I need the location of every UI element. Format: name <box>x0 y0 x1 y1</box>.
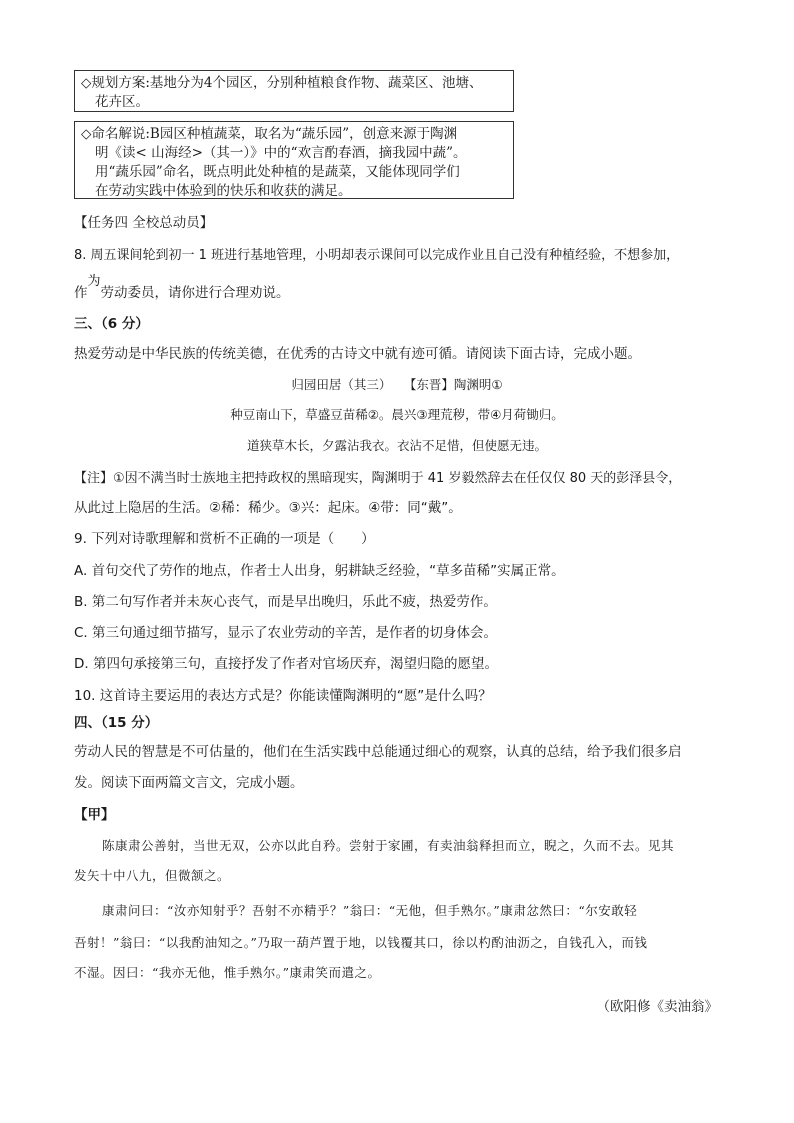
q9-option-c: C. 第三句通过细节描写，显示了农业劳动的辛苦，是作者的切身体会。 <box>74 625 498 641</box>
passage-line: 陈康肃公善射，当世无双，公亦以此自矜。尝射于家圃，有卖油翁释担而立，睨之，久而不去。见其 <box>102 838 675 853</box>
passage-line: 发矢十中八九，但微颔之。 <box>74 868 231 883</box>
plan-line: ◇规划方案:基地分为4个园区，分别种植粮食作物、蔬菜区、池塘、 <box>81 75 483 91</box>
poem-note-line2: 从此过上隐居的生活。②稀：稀少。③兴：起床。④带：同“戴”。 <box>74 500 462 516</box>
plan-box <box>74 70 514 112</box>
poem-line: 种豆南山下，草盛豆苗稀②。晨兴③理荒秽，带④月荷锄归。 <box>230 407 564 422</box>
passage-jia-label: 【甲】 <box>74 807 115 823</box>
naming-line: 用“蔬乐园”命名，既点明此处种植的是蔬菜，又能体现同学们 <box>95 164 460 180</box>
passage-line: 不湿。因曰：“我亦无他，惟手熟尔。”康肃笑而遣之。 <box>74 965 381 980</box>
passage-source: （欧阳修《卖油翁》 <box>596 999 718 1015</box>
q8-raised-char: 为 <box>87 274 101 289</box>
question-9: 9. 下列对诗歌理解和赏析不正确的一项是（ ） <box>74 531 375 547</box>
task4-heading: 【任务四 全校总动员】 <box>74 215 214 231</box>
naming-line: 明《读< 山海经>（其一）》中的“欢言酌春酒，摘我园中蔬”。 <box>95 145 467 161</box>
question-8-line2 <box>74 274 290 304</box>
passage-line: 吾射！”翁曰：“以我酌油知之。”乃取一葫芦置于地，以钱覆其口，徐以杓酌油沥之，自钱孔入，而钱 <box>74 935 648 950</box>
naming-box <box>74 121 514 199</box>
q8-text: 劳动委员，请你进行合理劝说。 <box>100 285 290 301</box>
passage-line: 康肃问曰：“汝亦知射乎？吾射不亦精乎？”翁曰：“无他，但手熟尔。”康肃忿然曰：“尔安敢轻 <box>102 903 638 918</box>
q9-option-a: A. 首句交代了劳作的地点，作者士人出身，躬耕缺乏经验，“草多苗稀”实属正常。 <box>74 563 565 579</box>
poem-title: 归园田居（其三） 【东晋】陶渊明① <box>291 377 503 392</box>
naming-line: 在劳动实践中体验到的快乐和收获的满足。 <box>95 183 352 199</box>
q9-option-d: D. 第四句承接第三句，直接抒发了作者对官场厌弃，渴望归隐的愿望。 <box>74 656 498 672</box>
plan-line: 花卉区。 <box>95 94 149 110</box>
section-3-intro: 热爱劳动是中华民族的传统美德，在优秀的古诗文中就有迹可循。请阅读下面古诗，完成小题。 <box>74 346 641 362</box>
question-8-line1: 8. 周五课间轮到初一 1 班进行基地管理，小明却表示课间可以完成作业且自己没有种植经验，不想参加， <box>74 248 680 263</box>
poem-note-line1: 【注】①因不满当时士族地主把持政权的黑暗现实，陶渊明于 41 岁毅然辞去在任仅仅 80 天的彭泽县令， <box>74 471 682 486</box>
poem-line: 道狭草木长，夕露沾我衣。衣沾不足惜，但使愿无违。 <box>246 438 547 453</box>
q9-option-b: B. 第二句写作者并未灰心丧气，而是早出晚归，乐此不疲，热爱劳作。 <box>74 594 497 610</box>
question-10: 10. 这首诗主要运用的表达方式是？你能读懂陶渊明的“愿”是什么吗？ <box>74 688 492 704</box>
naming-line: ◇命名解说:B园区种植蔬菜，取名为“蔬乐园”，创意来源于陶渊 <box>81 126 458 142</box>
section-4-intro-line1: 劳动人民的智慧是不可估量的，他们在生活实践中总能通过细心的观察，认真的总结，给予我们很多启 <box>74 744 682 760</box>
section-4-heading: 四、（15 分） <box>74 715 159 731</box>
q8-text: 作 <box>74 285 88 301</box>
section-4-intro-line2: 发。阅读下面两篇文言文，完成小题。 <box>74 775 304 791</box>
section-3-heading: 三、（6 分） <box>74 316 149 332</box>
